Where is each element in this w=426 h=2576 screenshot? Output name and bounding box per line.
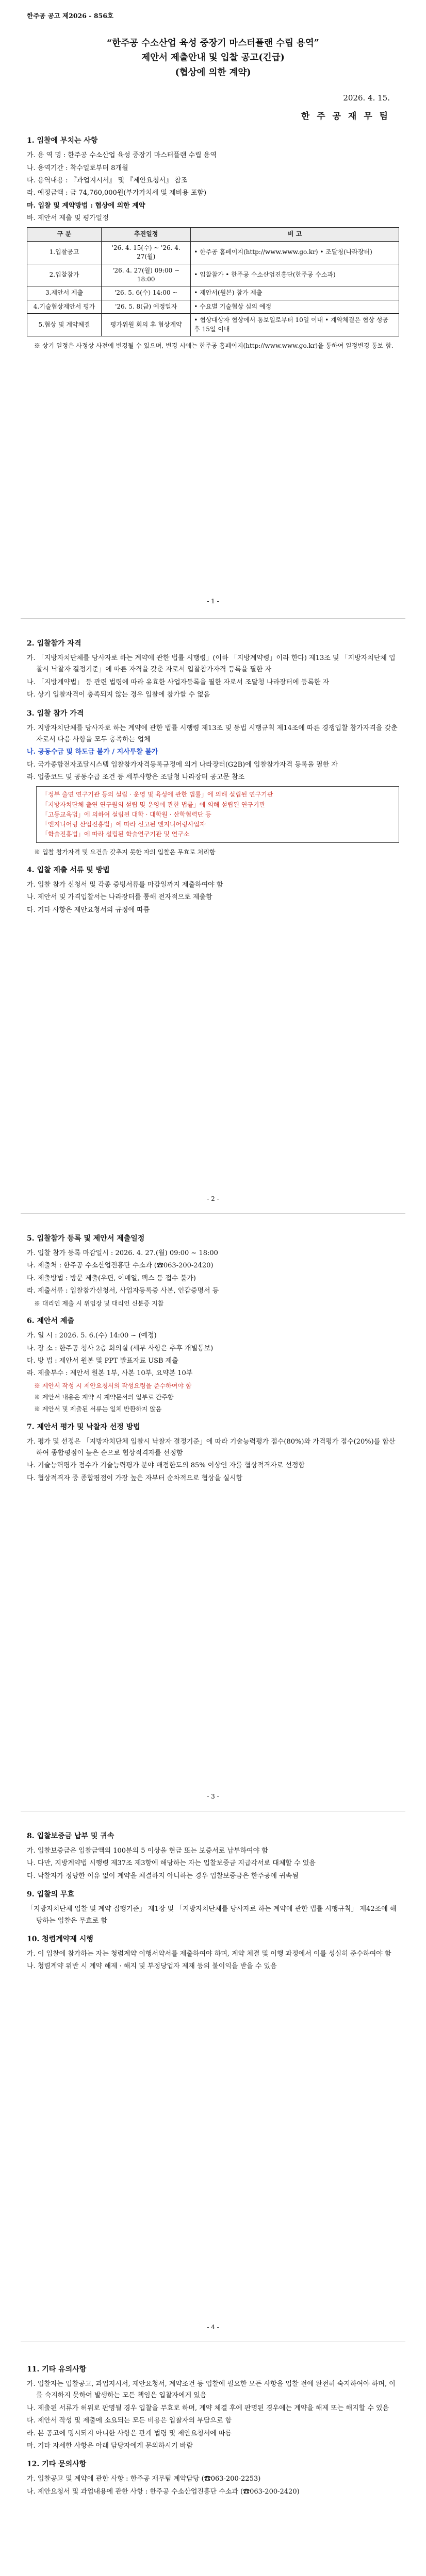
- table-header: 추진일정: [102, 228, 191, 241]
- table-cell: • 수요별 기술협상 심의 예정: [191, 300, 399, 313]
- organization-name: 한 주 공 재 무 팀: [301, 111, 390, 122]
- page-1: [0, 10, 426, 352]
- sec6-item: 다. 방 법 : 제안서 원본 및 PPT 발표자료 USB 제출: [27, 1357, 178, 1365]
- eligibility-line: 「지방자치단체 출연 연구원의 설립 및 운영에 관한 법률」에 의해 설립된 연구기관: [42, 801, 266, 808]
- table-header: 비 고: [191, 228, 399, 241]
- sec12-item: 가. 입찰공고 및 계약에 관한 사항 : 한주공 재무팀 계약담당 (☎063-200-2253): [27, 2475, 261, 2483]
- eligibility-note: ※ 입찰 참가자격 및 요건을 갖추지 못한 자의 입찰은 무효로 처리함: [34, 849, 216, 856]
- section-10-heading: 10. 청렴계약제 시행: [27, 1935, 93, 1943]
- page-number: - 3 -: [207, 1793, 219, 1800]
- sec4-item: 나. 제안서 및 가격입찰서는 나라장터를 통해 전자적으로 제출함: [27, 893, 212, 902]
- table-header: 구 분: [27, 228, 102, 241]
- sec8-item: 다. 낙찰자가 정당한 이유 없이 계약을 체결하지 아니하는 경우 입찰보증금은 한주공에 귀속됨: [27, 1872, 299, 1880]
- sec10-item: 나. 청렴계약 위반 시 계약 해제 · 해지 및 부정당업자 제재 등의 불이익을 받을 수 있음: [27, 1962, 277, 1971]
- table-cell: 2.입찰참가: [27, 264, 102, 286]
- page-4: [0, 1824, 426, 1974]
- page-divider: [21, 618, 405, 619]
- sec7-item: 다. 협상적격자 중 종합평점이 가장 높은 자부터 순차적으로 협상을 실시함: [27, 1474, 243, 1482]
- table-row: [27, 264, 399, 286]
- eligibility-line: 「학술진흥법」에 따라 설립된 학술연구기관 및 연구소: [42, 831, 190, 838]
- section-4-heading: 4. 입찰 제출 서류 및 방법: [27, 866, 110, 874]
- sec1-item: 나. 용역기간 : 착수일로부터 8개월: [27, 164, 128, 172]
- page-5: [0, 2357, 426, 2499]
- sec1-item: 가. 용 역 명 : 한주공 수소산업 육성 중장기 마스터플랜 수립 용역: [27, 151, 217, 160]
- sec6-note: ※ 제안서 내용은 계약 시 계약문서의 일부로 간주함: [34, 1394, 174, 1401]
- sec7-item: 가. 평가 및 선정은 「지방자치단체 입찰시 낙찰자 결정기준」에 따라 기술능력평가 점수(80%)와 가격평가 점수(20%)를 합산하여 종합평점이 높은 순으로 협상적격자를 선정함: [27, 1437, 396, 1457]
- table-row: [27, 241, 399, 264]
- section-6-heading: 6. 제안서 제출: [27, 1317, 74, 1326]
- sec6-item: 라. 제출부수 : 제안서 원본 1부, 사본 10부, 요약본 10부: [27, 1369, 193, 1378]
- sec2-item: 나. 「지방계약법」 등 관련 법령에 따라 유효한 사업자등록을 필한 자로서 조달청 나라장터에 등록한 자: [27, 678, 330, 686]
- page-3: [0, 1226, 426, 1485]
- schedule-note: ※ 상기 일정은 사정상 사전에 변경될 수 있으며, 변경 시에는 한주공 홈페이지(http://www.www.go.kr)을 통하여 일정변경 통보 함.: [34, 342, 394, 349]
- title-line-1: “한주공 수소산업 육성 중장기 마스터플랜 수립 용역”: [107, 38, 319, 48]
- sec6-item: 가. 일 시 : 2026. 5. 6.(수) 14:00 ~ (예정): [27, 1332, 157, 1340]
- sec3-item: 다. 국가종합전자조달시스템 입찰참가자격등록규정에 의거 나라장터(G2B)에 입찰참가자격 등록을 필한 자: [27, 760, 338, 769]
- sec11-item: 나. 제출된 서류가 허위로 판명될 경우 입찰을 무효로 하며, 계약 체결 후에 판명된 경우에는 계약을 해제 또는 해지할 수 있음: [27, 2404, 389, 2412]
- section-3-heading: 3. 입찰 참가 가격: [27, 709, 84, 718]
- table-cell: • 제안서(원본) 참가 제출: [191, 286, 399, 300]
- sec7-item: 나. 기술능력평가 점수가 기술능력평가 분야 배점한도의 85% 이상인 자를 협상적격자로 선정함: [27, 1462, 305, 1470]
- table-cell: • 협상대상자 협상에서 통보일로부터 10일 이내 • 계약체결은 협상 성공 후 15일 이내: [191, 314, 399, 336]
- sec8-item: 나. 다만, 지방계약법 시행령 제37조 제3항에 해당하는 자는 입찰보증금 지급각서로 대체할 수 있음: [27, 1859, 316, 1868]
- table-cell: '26. 5. 8(금) 예정일자: [102, 300, 191, 313]
- sec9-item: 「지방자치단체 입찰 및 계약 집행기준」 제1장 및 「지방자치단체를 당사자로 하는 계약에 관한 법률 시행규칙」 제42조에 해당하는 입찰은 무효로 함: [27, 1905, 397, 1925]
- notice-number: 한주공 공고 제2026 - 856호: [27, 12, 114, 20]
- table-cell: 1.입찰공고: [27, 241, 102, 264]
- page-2: [0, 631, 426, 917]
- page-number: - 2 -: [207, 1195, 219, 1202]
- section-7-heading: 7. 제안서 평가 및 낙찰자 선정 방법: [27, 1422, 140, 1431]
- schedule-table: [27, 227, 399, 336]
- eligibility-line: 「고등교육법」에 의하여 설립된 대학 · 대학원 · 산학협력단 등: [42, 810, 211, 818]
- sec4-item: 다. 기타 사항은 제안요청서의 규정에 따름: [27, 906, 150, 914]
- sec5-item: 나. 제출처 : 한주공 수소산업진흥단 수소과 (☎063-200-2420): [27, 1262, 214, 1270]
- section-5-heading: 5. 입찰참가 등록 및 제안서 제출일정: [27, 1234, 145, 1243]
- sec5-item: 가. 입찰 참가 등록 마감일시 : 2026. 4. 27.(월) 09:00 ~ 18:00: [27, 1249, 218, 1258]
- table-row: [27, 300, 399, 313]
- section-1-heading: 1. 입찰에 부치는 사항: [27, 137, 98, 145]
- table-cell: 4.기술협상제안서 평가: [27, 300, 102, 313]
- page-divider: [21, 1213, 405, 1214]
- sec5-item: 라. 제출서류 : 입찰참가신청서, 사업자등록증 사본, 인감증명서 등: [27, 1287, 219, 1295]
- table-cell: • 한주공 홈페이지(http://www.www.go.kr) • 조달청(나라장터): [191, 241, 399, 264]
- sec11-item: 가. 입찰자는 입찰공고, 과업지시서, 제안요청서, 계약조건 등 입찰에 필요한 모든 사항을 입찰 전에 완전히 숙지하여야 하며, 이를 숙지하지 못하여 발생하는 모든 책임은 입찰자에게 있음: [27, 2380, 396, 2400]
- sec3-item: 라. 업종코드 및 공동수급 조건 등 세부사항은 조달청 나라장터 공고문 참조: [27, 773, 245, 782]
- table-cell: '26. 5. 6(수) 14:00 ~: [102, 286, 191, 300]
- sec3-item: 가. 지방자치단체를 당사자로 하는 계약에 관한 법률 시행령 제13조 및 동법 시행규칙 제14조에 따른 경쟁입찰 참가자격을 갖춘 자로서 다음 사항을 모두 충족하는 업체: [27, 724, 398, 743]
- sec2-item: 다. 상기 입찰자격이 충족되지 않는 경우 입찰에 참가할 수 없음: [27, 691, 210, 699]
- table-row: [27, 314, 399, 336]
- eligibility-line: 「정부 출연 연구기관 등의 설립 · 운영 및 육성에 관한 법률」에 의해 설립된 연구기관: [42, 791, 273, 799]
- sec11-item: 라. 본 공고에 명시되지 아니한 사항은 관계 법령 및 제안요청서에 따름: [27, 2429, 232, 2437]
- section-8-heading: 8. 입찰보증금 납부 및 귀속: [27, 1832, 114, 1840]
- sec4-item: 가. 입찰 참가 신청서 및 각종 증빙서류를 마감일까지 제출하여야 함: [27, 881, 223, 889]
- sec6-note: ※ 제안서 작성 시 제안요청서의 작성요령을 준수하여야 함: [34, 1382, 192, 1389]
- sec8-item: 가. 입찰보증금은 입찰금액의 100분의 5 이상을 현금 또는 보증서로 납부하여야 함: [27, 1847, 268, 1855]
- section-2-heading: 2. 입찰참가 자격: [27, 639, 81, 648]
- section-12-heading: 12. 기타 문의사항: [27, 2460, 87, 2469]
- sec3-item: 나. 공동수급 및 하도급 불가 / 지사투찰 불가: [27, 748, 158, 756]
- sec10-item: 가. 이 입찰에 참가하는 자는 청렴계약 이행서약서를 제출하여야 하며, 계약 체결 및 이행 과정에서 이를 성실히 준수하여야 함: [27, 1950, 391, 1958]
- sec2-item: 가. 「지방자치단체를 당사자로 하는 계약에 관한 법률 시행령」(이하 「지방계약령」이라 한다) 제13조 및 「지방자치단체 입찰시 낙찰자 결정기준」에 따른 자격을 갖춘 자로서 입찰참가자격 등록을 필한 자: [27, 654, 396, 674]
- section-11-heading: 11. 기타 유의사항: [27, 2365, 87, 2374]
- schedule-header-row: [27, 228, 399, 241]
- sec6-item: 나. 장 소 : 한주공 청사 2층 회의실 (세부 사항은 추후 개별통보): [27, 1344, 214, 1352]
- table-cell: '26. 4. 27(월) 09:00 ~ 18:00: [102, 264, 191, 286]
- table-row: [27, 286, 399, 300]
- sec1-item: 마. 입찰 및 계약방법 : 협상에 의한 계약: [27, 201, 145, 210]
- title-line-3: (협상에 의한 계약): [175, 67, 251, 78]
- page-number: - 4 -: [207, 2324, 219, 2331]
- sec6-note: ※ 제안서 및 제출된 서류는 일체 반환하지 않음: [34, 1405, 162, 1413]
- page-number: - 1 -: [207, 598, 219, 605]
- sec1-item: 다. 용역내용 : 『과업지시서』 및 『제안요청서』 참조: [27, 176, 188, 184]
- title-line-2: 제안서 제출안내 및 입찰 공고(긴급): [141, 53, 285, 63]
- table-cell: '26. 4. 15(수) ~ '26. 4. 27(월): [102, 241, 191, 264]
- sec1-item: 바. 제안서 제출 및 평가일정: [27, 214, 109, 223]
- sec5-note: ※ 대리인 제출 시 위임장 및 대리인 신분증 지참: [34, 1299, 164, 1307]
- notice-date: 2026. 4. 15.: [343, 93, 390, 103]
- eligibility-box: [36, 786, 399, 843]
- sec11-item: 다. 제안서 작성 및 제출에 소요되는 모든 비용은 입찰자의 부담으로 함: [27, 2417, 232, 2425]
- sec11-item: 마. 기타 자세한 사항은 아래 담당자에게 문의하시기 바람: [27, 2442, 193, 2450]
- table-cell: 평가위원 회의 후 협상계약: [102, 314, 191, 336]
- table-cell: • 입찰참가 • 한주공 수소산업진흥단(한주공 수소과): [191, 264, 399, 286]
- sec5-item: 다. 제출방법 : 방문 제출(우편, 이메일, 팩스 등 접수 불가): [27, 1274, 196, 1282]
- section-9-heading: 9. 입찰의 무효: [27, 1890, 74, 1899]
- table-cell: 5.협상 및 계약체결: [27, 314, 102, 336]
- document-title: [36, 36, 390, 81]
- eligibility-line: 「엔지니어링 산업진흥법」에 따라 신고된 엔지니어링사업자: [42, 820, 206, 828]
- sec1-item: 라. 예정금액 : 금 74,760,000원(부가가치세 및 제비용 포함): [27, 189, 207, 197]
- sec12-item: 나. 제안요청서 및 과업내용에 관한 사항 : 한주공 수소산업진흥단 수소과 (☎063-200-2420): [27, 2487, 300, 2496]
- table-cell: 3.제안서 제출: [27, 286, 102, 300]
